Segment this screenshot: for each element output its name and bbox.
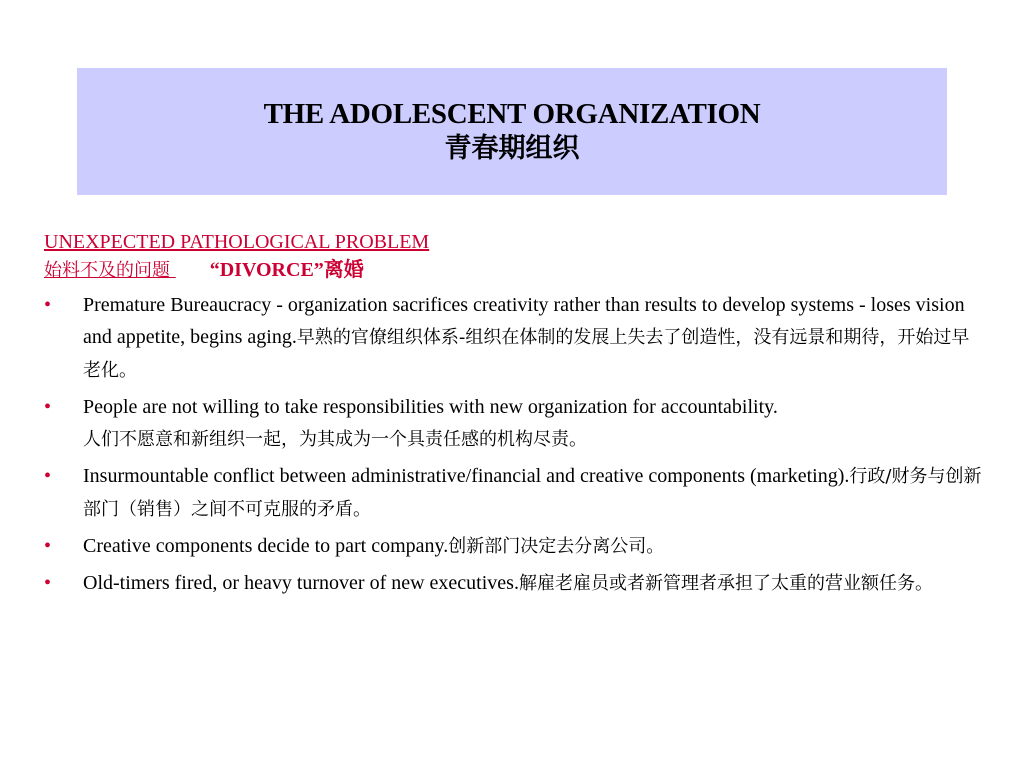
list-item (44, 460, 984, 526)
subheading-chinese-line (44, 257, 984, 285)
bullet-text-chinese: 创新部门决定去分离公司。 (448, 536, 665, 557)
bullet-list (44, 289, 984, 600)
bullet-icon: • (44, 535, 52, 557)
subheading-english: UNEXPECTED PATHOLOGICAL PROBLEM (44, 231, 430, 253)
slide-title-chinese: 青春期组织 (444, 132, 580, 164)
subheading-underline-space (170, 260, 176, 281)
list-item (44, 289, 984, 387)
bullet-text-english: People are not willing to take responsibilities with new organization for accountability. (83, 396, 778, 418)
bullet-text-chinese: 解雇老雇员或者新管理者承担了太重的营业额任务。 (518, 573, 933, 594)
bullet-text-english: Creative components decide to part company. (83, 535, 449, 557)
bullet-icon: • (44, 572, 52, 594)
bullet-text-english: Insurmountable conflict between administrative/financial and creative components (marketing). (83, 465, 850, 487)
list-item (44, 567, 984, 600)
subheading-english-line (44, 229, 984, 257)
list-item (44, 391, 984, 456)
bullet-text-english: Old-timers fired, or heavy turnover of new executives. (83, 572, 519, 594)
bullet-text-english: Premature Bureaucracy - organization sacrifices creativity rather than results to develop systems - loses vision and appetite, begins aging. (83, 294, 965, 348)
bullet-text-chinese: 人们不愿意和新组织一起，为其成为一个具责任感的机构尽责。 (83, 429, 587, 450)
title-box (77, 68, 947, 195)
bullet-icon: • (44, 396, 52, 418)
list-item (44, 530, 984, 563)
slide-title-english: THE ADOLESCENT ORGANIZATION (263, 97, 761, 130)
subheading-chinese: 始料不及的问题 (44, 260, 170, 281)
bullet-text-chinese: 早熟的官僚组织体系-组织在体制的发展上失去了创造性，没有远景和期待，开始过早老化。 (83, 327, 970, 381)
divorce-label: “DIVORCE”离婚 (209, 259, 364, 281)
slide-content (44, 229, 984, 604)
bullet-icon: • (44, 465, 52, 487)
bullet-text-chinese: 行政/财务与创新部门（销售）之间不可克服的矛盾。 (83, 466, 982, 520)
bullet-icon: • (44, 294, 52, 316)
